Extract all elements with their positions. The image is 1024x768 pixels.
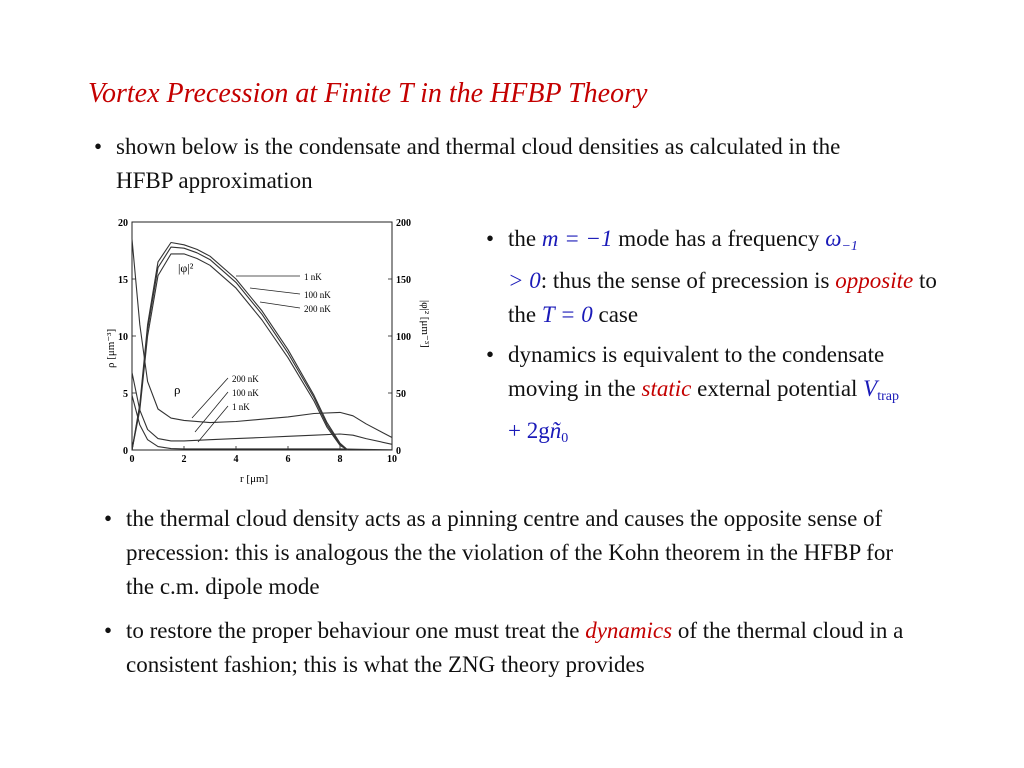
rb2-n-sub: 0 <box>561 431 569 446</box>
rb1-text-1: the <box>508 226 542 251</box>
rb1-omega-sub: −1 <box>841 239 858 254</box>
y-right-tick-label: 150 <box>396 275 411 286</box>
rb2-v-sub: trap <box>877 389 899 404</box>
rb1-m-expr: m = −1 <box>541 226 613 251</box>
legend-lower-200nk: 200 nK <box>232 374 259 384</box>
right-bullet-1 <box>486 222 948 332</box>
y-right-tick-label: 50 <box>396 389 406 400</box>
x-tick-label: 2 <box>181 454 187 465</box>
x-tick-label: 0 <box>129 454 135 465</box>
leader-lower-3 <box>198 406 228 442</box>
rb1-text-4: to the <box>508 268 937 327</box>
rb1-text-3: : thus the sense of precession is <box>540 268 836 293</box>
y-right-tick-label: 0 <box>396 446 401 457</box>
series-line-5 <box>132 395 392 450</box>
bottom-bullet-1 <box>104 502 926 604</box>
x-tick-label: 6 <box>285 454 291 465</box>
y-right-tick-label: 100 <box>396 332 411 343</box>
rb2-static: static <box>641 376 692 401</box>
legend-lower-100nk: 100 nK <box>232 388 259 398</box>
y-left-tick-label: 20 <box>118 218 128 229</box>
series-line-3 <box>132 239 392 437</box>
x-axis-label: r [μm] <box>240 473 269 485</box>
x-tick-label: 8 <box>337 454 343 465</box>
y-left-tick-label: 15 <box>118 275 128 286</box>
rb2-n: ñ <box>549 418 562 443</box>
series-line-4 <box>132 373 392 445</box>
leader-upper-3 <box>260 302 300 308</box>
rb2-text-1: dynamics is equivalent to the condensate moving in the <box>508 342 885 401</box>
legend-upper-200nk: 200 nK <box>304 304 331 314</box>
legend-upper-100nk: 100 nK <box>304 290 331 300</box>
bullet-intro <box>94 130 876 198</box>
bb2-dynamics: dynamics <box>585 618 673 643</box>
x-tick-label: 10 <box>387 454 397 465</box>
bullet-dot: • <box>104 618 113 643</box>
bb1-text: the thermal cloud density acts as a pinning centre and causes the opposite sense of precession: this is analogous the the violation of the Kohn theorem in the HFBP for the c.m. dipole mode <box>126 506 893 599</box>
y-axis-right-label: |φ|² [μm⁻³] <box>419 300 431 348</box>
x-tick-label: 4 <box>233 454 239 465</box>
density-chart <box>100 210 445 490</box>
y-right-tick-label: 200 <box>396 218 411 229</box>
bullet-dot: • <box>104 506 113 531</box>
rb1-gt-zero: > 0 <box>508 268 541 293</box>
rb2-v: V <box>863 376 878 401</box>
rb2-text-2: external potential <box>691 376 864 401</box>
rb1-text-5: case <box>592 302 639 327</box>
y-axis-left-label: ρ [μm⁻³] <box>105 328 117 368</box>
slide-title: Vortex Precession at Finite T in the HFBP Theory <box>88 78 648 109</box>
label-rho: ρ <box>174 382 181 397</box>
bullet-dot: • <box>486 342 495 367</box>
rb2-plus: + 2g <box>508 418 550 443</box>
bottom-bullet-2 <box>104 614 906 682</box>
rb1-text-2: mode has a frequency <box>612 226 826 251</box>
leader-upper-2 <box>250 288 300 294</box>
legend-upper-1nk: 1 nK <box>304 272 322 282</box>
rb1-omega: ω <box>825 226 842 251</box>
bb2-text-2: of the thermal cloud in a consistent fashion; this is what the ZNG theory provides <box>126 618 904 677</box>
bullet-dot: • <box>94 134 103 159</box>
rb1-t-expr: T = 0 <box>541 302 593 327</box>
y-left-tick-label: 0 <box>123 446 128 457</box>
label-phi: |φ|² <box>178 261 194 275</box>
bullet-intro-text: shown below is the condensate and thermal cloud densities as calculated in the HFBP approximation <box>116 134 841 193</box>
bb2-text-1: to restore the proper behaviour one must treat the <box>126 618 586 643</box>
rb1-opposite: opposite <box>835 268 914 293</box>
y-left-tick-label: 10 <box>118 332 128 343</box>
y-left-tick-label: 5 <box>123 389 128 400</box>
legend-lower-1nk: 1 nK <box>232 402 250 412</box>
bullet-dot: • <box>486 226 495 251</box>
right-bullet-2 <box>486 338 908 456</box>
